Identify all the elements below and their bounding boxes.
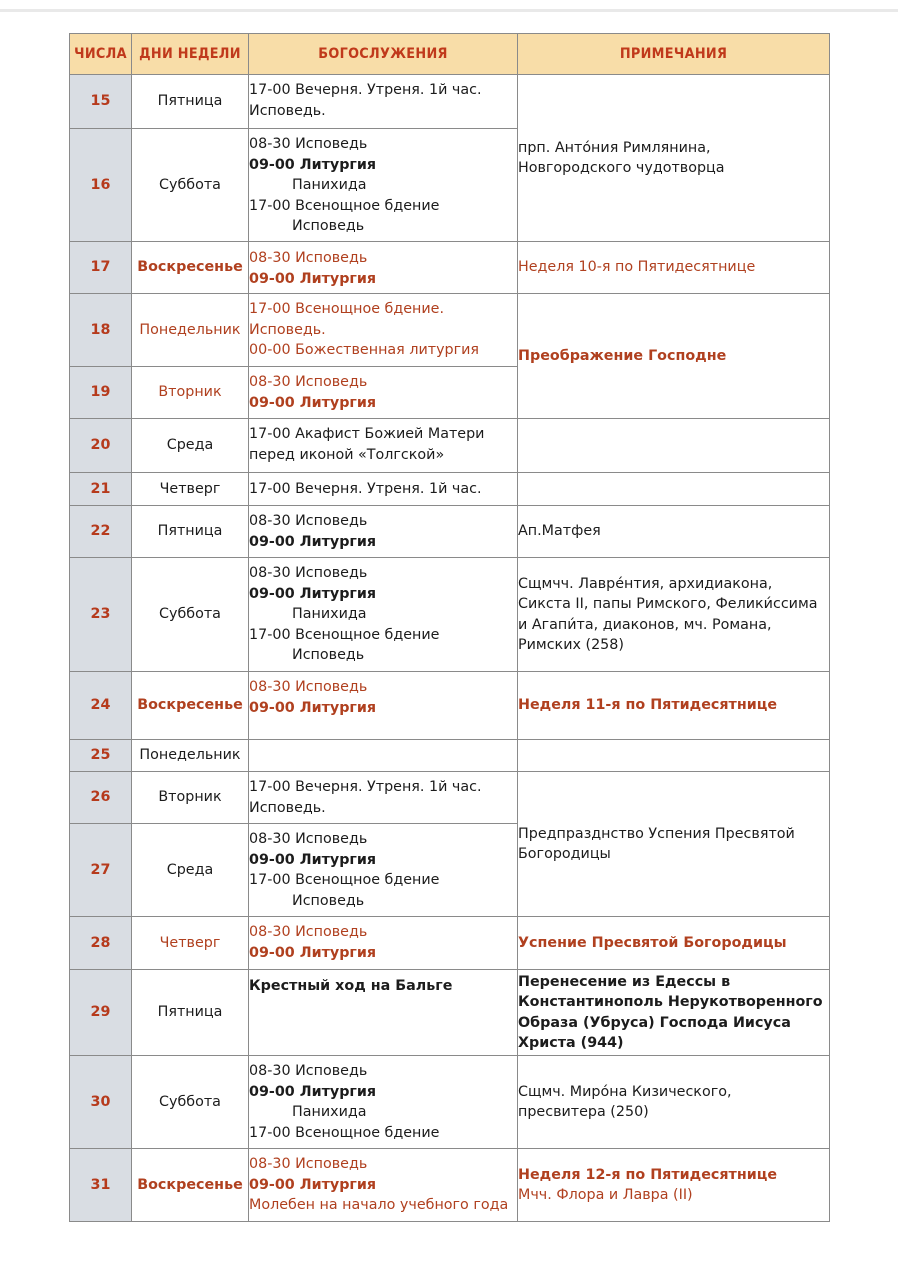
- service-line: Исповедь.: [249, 799, 326, 816]
- services-cell: [249, 672, 518, 740]
- weekday: Вторник: [132, 772, 249, 824]
- header-notes: ПРИМЕЧАНИЯ: [518, 34, 830, 75]
- service-line: Исповедь: [292, 892, 365, 909]
- notes-cell: [518, 740, 830, 772]
- date-number: 22: [70, 506, 132, 558]
- date-number: 17: [70, 242, 132, 294]
- service-line: 17-00 Вечерня. Утреня. 1й час.: [249, 82, 482, 98]
- date-number: 29: [70, 970, 132, 1056]
- service-line: 09-00 Литургия: [249, 699, 377, 716]
- notes-cell: [518, 473, 830, 506]
- service-line: 09-00 Литургия: [249, 533, 377, 550]
- weekday: Понедельник: [132, 294, 249, 367]
- services-cell: [249, 740, 518, 772]
- notes-cell: [518, 242, 830, 294]
- table-row: [70, 506, 830, 558]
- header-weekdays: ДНИ НЕДЕЛИ: [132, 34, 249, 75]
- header-services: БОГОСЛУЖЕНИЯ: [249, 34, 518, 75]
- table-row: [70, 75, 830, 129]
- note-line: Ап.Матфея: [518, 523, 601, 540]
- service-line: 09-00 Литургия: [249, 851, 377, 868]
- note-line: Успение Пресвятой Богородицы: [518, 934, 787, 951]
- date-number: 28: [70, 917, 132, 970]
- service-line: Крестный ход на Бальге: [249, 978, 453, 994]
- header-numbers: ЧИСЛА: [70, 34, 132, 75]
- notes-cell: [518, 1056, 830, 1149]
- date-number: 31: [70, 1149, 132, 1222]
- date-number: 23: [70, 558, 132, 672]
- services-cell: [249, 75, 518, 129]
- date-number: 24: [70, 672, 132, 740]
- weekday: Среда: [132, 824, 249, 917]
- service-line: 09-00 Литургия: [249, 1176, 377, 1193]
- weekday: Воскресенье: [132, 242, 249, 294]
- date-number: 19: [70, 367, 132, 419]
- services-cell: [249, 772, 518, 824]
- services-cell: [249, 1056, 518, 1149]
- weekday: Среда: [132, 419, 249, 473]
- note-line: Константинополь Нерукотворенного: [518, 994, 823, 1010]
- services-cell: [249, 367, 518, 419]
- table-row: [70, 558, 830, 672]
- notes-cell: [518, 558, 830, 672]
- service-line: 17-00 Вечерня. Утреня. 1й час.: [249, 779, 482, 795]
- note-line: Перенесение из Едессы в: [518, 973, 731, 990]
- weekday: Суббота: [132, 129, 249, 242]
- note-line: Богородицы: [518, 846, 611, 862]
- service-line: 08-30 Исповедь: [249, 679, 368, 695]
- table-row: [70, 294, 830, 367]
- services-cell: [249, 824, 518, 917]
- service-line: 08-30 Исповедь: [249, 1156, 368, 1172]
- service-line: 08-30 Исповедь: [249, 136, 368, 152]
- services-cell: [249, 129, 518, 242]
- service-line: 08-30 Исповедь: [249, 565, 368, 581]
- date-number: 18: [70, 294, 132, 367]
- table-row: [70, 672, 830, 740]
- notes-cell: [518, 772, 830, 917]
- service-line: 08-30 Исповедь: [249, 374, 368, 390]
- services-cell: [249, 473, 518, 506]
- page-top-border: [0, 0, 898, 12]
- table-row: [70, 242, 830, 294]
- service-line: 09-00 Литургия: [249, 585, 377, 602]
- note-line: Новгородского чудотворца: [518, 160, 725, 176]
- service-line: 08-30 Исповедь: [249, 250, 368, 266]
- note-line: Сщмч. Миро́на Кизического,: [518, 1083, 732, 1100]
- table-row: [70, 970, 830, 1056]
- table-row: [70, 1149, 830, 1222]
- date-number: 27: [70, 824, 132, 917]
- service-line: 09-00 Литургия: [249, 1083, 377, 1100]
- service-line: 17-00 Всенощное бдение.: [249, 301, 445, 317]
- service-line: 08-30 Исповедь: [249, 513, 368, 529]
- note-line: пресвитера (250): [518, 1104, 649, 1120]
- service-line: Панихида: [292, 177, 367, 193]
- service-line: 17-00 Вечерня. Утреня. 1й час.: [249, 480, 482, 497]
- service-line: Панихида: [292, 606, 367, 622]
- note-line: Мчч. Флора и Лавра (II): [518, 1187, 693, 1203]
- table-row: [70, 740, 830, 772]
- notes-cell: [518, 506, 830, 558]
- notes-cell: [518, 75, 830, 242]
- service-line: 09-00 Литургия: [249, 156, 377, 173]
- note-line: Сщмчч. Лавре́нтия, архидиакона,: [518, 575, 773, 592]
- note-line: Римских (258): [518, 637, 624, 653]
- weekday: Пятница: [132, 506, 249, 558]
- note-line: Неделя 11-я по Пятидесятнице: [518, 697, 778, 714]
- service-line: 17-00 Всенощное бдение: [249, 197, 440, 214]
- table-row: [70, 1056, 830, 1149]
- table-row: [70, 419, 830, 473]
- services-cell: [249, 419, 518, 473]
- notes-cell: [518, 1149, 830, 1222]
- note-line: Сикста II, папы Римского, Фелики́ссима: [518, 596, 818, 612]
- weekday: Четверг: [132, 473, 249, 506]
- service-line: Исповедь: [292, 218, 365, 234]
- services-cell: [249, 294, 518, 367]
- weekday: Суббота: [132, 558, 249, 672]
- table-row: [70, 473, 830, 506]
- weekday: Воскресенье: [132, 672, 249, 740]
- date-number: 16: [70, 129, 132, 242]
- service-line: 09-00 Литургия: [249, 394, 377, 411]
- service-line: 08-30 Исповедь: [249, 1063, 368, 1079]
- note-line: Предпразднство Успения Пресвятой: [518, 825, 795, 842]
- services-cell: [249, 242, 518, 294]
- weekday: Суббота: [132, 1056, 249, 1149]
- services-cell: [249, 1149, 518, 1222]
- date-number: 15: [70, 75, 132, 129]
- service-line: Молебен на начало учебного года: [249, 1197, 509, 1213]
- weekday: Пятница: [132, 75, 249, 129]
- note-line: Образа (Убруса) Господа Иисуса: [518, 1014, 791, 1031]
- service-line: перед иконой «Толгской»: [249, 446, 445, 463]
- notes-cell: [518, 294, 830, 419]
- service-line: 00-00 Божественная литургия: [249, 342, 480, 358]
- table-row: [70, 772, 830, 824]
- weekday: Воскресенье: [132, 1149, 249, 1222]
- date-number: 26: [70, 772, 132, 824]
- notes-cell: [518, 419, 830, 473]
- services-cell: [249, 558, 518, 672]
- date-number: 25: [70, 740, 132, 772]
- services-cell: [249, 970, 518, 1056]
- notes-cell: [518, 672, 830, 740]
- service-line: 17-00 Всенощное бдение: [249, 1124, 440, 1141]
- date-number: 20: [70, 419, 132, 473]
- weekday: Пятница: [132, 970, 249, 1056]
- services-cell: [249, 917, 518, 970]
- note-line: и Агапи́та, диаконов, мч. Романа,: [518, 616, 772, 633]
- weekday: Понедельник: [132, 740, 249, 772]
- service-line: 17-00 Всенощное бдение: [249, 872, 440, 888]
- notes-cell: [518, 970, 830, 1056]
- note-line: Неделя 12-я по Пятидесятнице: [518, 1166, 778, 1183]
- service-line: 08-30 Исповедь: [249, 831, 368, 847]
- notes-cell: [518, 917, 830, 970]
- weekday: Четверг: [132, 917, 249, 970]
- services-cell: [249, 506, 518, 558]
- note-line: прп. Анто́ния Римлянина,: [518, 139, 711, 156]
- service-line: Панихида: [292, 1104, 367, 1120]
- date-number: 30: [70, 1056, 132, 1149]
- service-line: Исповедь: [292, 647, 365, 663]
- service-line: 17-00 Акафист Божией Матери: [249, 426, 485, 442]
- service-line: Исповедь.: [249, 102, 326, 119]
- service-line: 08-30 Исповедь: [249, 924, 368, 940]
- note-line: Неделя 10-я по Пятидесятнице: [518, 259, 756, 276]
- date-number: 21: [70, 473, 132, 506]
- service-line: 09-00 Литургия: [249, 270, 377, 287]
- note-line: Христа (944): [518, 1035, 624, 1051]
- note-line: Преображение Господне: [518, 347, 727, 364]
- service-line: Исповедь.: [249, 321, 326, 338]
- table-header-row: [70, 34, 830, 75]
- weekday: Вторник: [132, 367, 249, 419]
- service-line: 09-00 Литургия: [249, 944, 377, 961]
- schedule-table: [69, 33, 830, 1222]
- table-row: [70, 917, 830, 970]
- service-line: 17-00 Всенощное бдение: [249, 626, 440, 643]
